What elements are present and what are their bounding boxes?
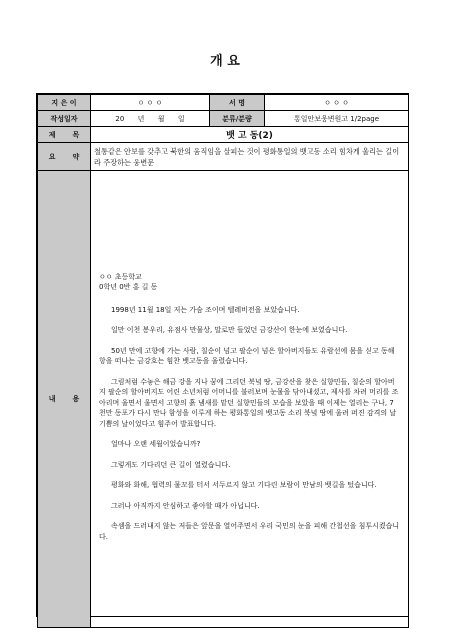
paragraph: 그렇게도 기다리던 큰 길이 열렸습니다. [111, 460, 231, 469]
paragraph: 일만 이천 봉우리, 유점사 만물상, 말로만 들었던 금강산이 한눈에 보였습니다. [111, 326, 348, 335]
date-label: 작성일자 [38, 111, 91, 127]
name-value: ㅇ ㅇ ㅇ [265, 95, 409, 111]
summary-label: 요 약 [38, 143, 91, 171]
paragraph: 50년 만에 고향에 가는 사람, 칠순이 넘고 팔순이 넘은 할아버지들도 유람선에 몸을 싣고 동해항을 떠나는 금강호는 힘찬 뱃고동을 울렸습니다. [99, 346, 395, 366]
date-row [38, 111, 409, 127]
author-value: ㅇ ㅇ ㅇ [91, 95, 210, 111]
author-label: 지 은 이 [38, 95, 91, 111]
content-label: 내 용 [38, 171, 91, 628]
paragraph: 평화와 화해, 협력의 물꼬를 터서 서두르지 않고 기다린 보람이 만남의 뱃길을 텄습니다. [111, 481, 377, 490]
category-label: 분류/분량 [210, 111, 265, 127]
speech-title: 뱃 고 동(2) [91, 127, 409, 143]
paragraph: 얼마나 오랜 세월이었습니까? [111, 440, 201, 449]
content-row [38, 171, 409, 628]
author-row [38, 95, 409, 111]
content-body [91, 171, 409, 628]
title-row [38, 127, 409, 143]
summary-row [38, 143, 409, 171]
summary-text: 철통같은 안보를 갖추고 북한의 움직임을 살피는 것이 평화통일의 뱃고동 소리 힘차게 울리는 길이라 주장하는 웅변문 [91, 143, 409, 171]
paragraph: 속셈을 드러내지 않는 저들은 앞문을 열어주면서 우리 국민의 눈을 피해 간첩선을 침투시켰습니다. [99, 522, 400, 541]
overview-form [37, 94, 409, 628]
paragraph: 1998년 11월 18일 저는 가슴 조이며 텔레비전을 보았습니다. [111, 305, 300, 314]
student-line: 0학년 0반 홍 길 동 [99, 283, 158, 292]
date-value: 20 년 월 일 [91, 111, 210, 127]
paragraph: 그러나 아직까지 안심하고 좋아할 때가 아닙니다. [111, 501, 260, 510]
school-line: ㅇㅇ 초등학교 [99, 272, 142, 281]
name-label: 서 명 [210, 95, 265, 111]
page-title: 개 요 [210, 54, 240, 69]
title-label: 제 목 [38, 127, 91, 143]
category-value: 통일안보웅변원고 1/2page [265, 111, 409, 127]
paragraph: 그림처럼 수놓은 해금 강을 지나 꿈에 그리던 북녘 땅, 금강산을 찾은 실향민들, 칠순의 할아버지 팔순의 할아버지도 어린 소년처럼 어머니를 불러보며 눈물을 닦아내셨고, 제사를 차려 머리를 조아리며 울면서 울면서 고향의 흙 냄새를 맡던 실향민들의 모습을 보았을 때 이제는 열리는 구나, 7천만 동포가 다시 만나 함성을 이루게 하는 평화통일의 뱃고동 소리 북녘 땅에 울려 퍼진 감격의 날 기쁨의 날이었다고 힘주어 발표합니다. [99, 377, 399, 428]
